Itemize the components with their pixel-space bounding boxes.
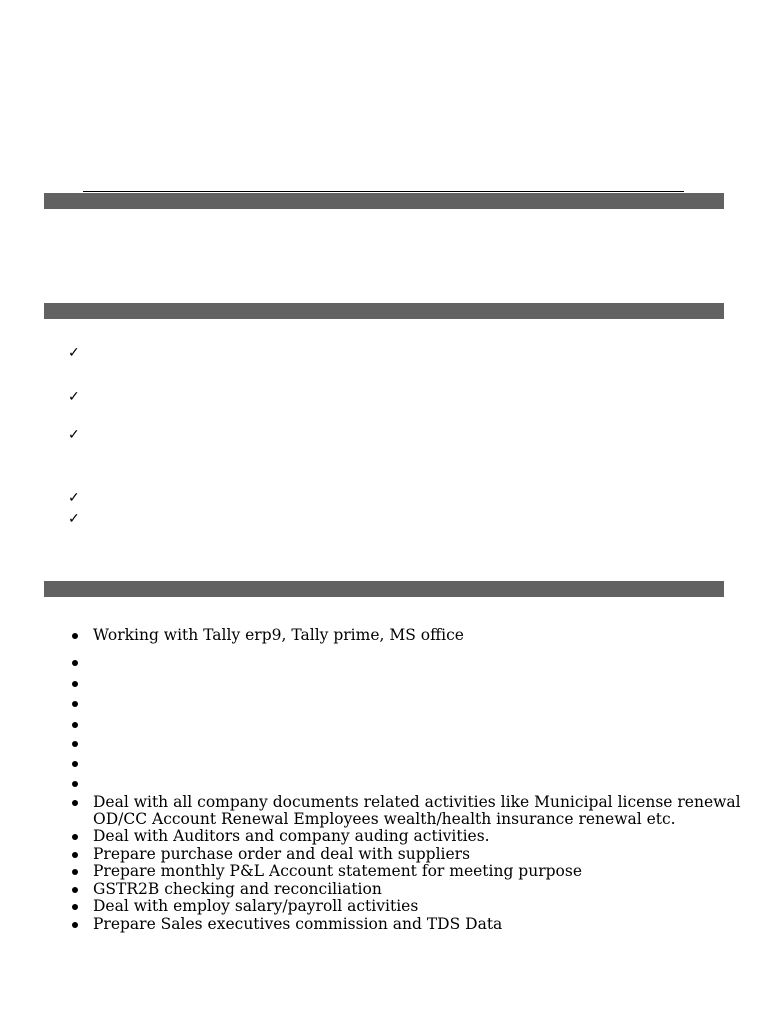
skill-item-text: Working with Tally erp9, Tally prime, MS office: [93, 626, 464, 644]
bullet-icon: [72, 660, 78, 666]
responsibility-item-text: Deal with employ salary/payroll activities: [93, 897, 419, 915]
bullet-icon: [72, 781, 78, 787]
responsibility-item-text: Prepare Sales executives commission and TDS Data: [93, 915, 503, 933]
bullet-icon: [72, 800, 78, 806]
checkmark-icon: ✓: [68, 490, 80, 506]
bullet-icon: [72, 741, 78, 747]
bullet-icon: [72, 922, 78, 928]
checkmark-icon: ✓: [68, 427, 80, 443]
bullet-icon: [72, 869, 78, 875]
bullet-icon: [72, 887, 78, 893]
checkmark-icon: ✓: [68, 511, 80, 527]
bullet-icon: [72, 681, 78, 687]
bullet-icon: [72, 834, 78, 840]
bullet-icon: [72, 852, 78, 858]
responsibility-item-text: Prepare purchase order and deal with suppliers: [93, 845, 471, 863]
bullet-icon: [72, 904, 78, 910]
bullet-icon: [72, 701, 78, 707]
bullet-icon: [72, 761, 78, 767]
responsibility-item-text: GSTR2B checking and reconciliation: [93, 880, 382, 898]
section-header-bar-3: [44, 581, 724, 597]
checkmark-icon: ✓: [68, 345, 80, 361]
responsibility-item-text: Prepare monthly P&L Account statement for meeting purpose: [93, 862, 582, 880]
header-divider: [83, 191, 684, 192]
bullet-icon: [72, 633, 78, 639]
bullet-icon: [72, 722, 78, 728]
responsibility-item-text: Deal with Auditors and company auding activities.: [93, 827, 490, 845]
checkmark-icon: ✓: [68, 389, 80, 405]
section-header-bar-1: [44, 193, 724, 209]
responsibility-item-text-continued: OD/CC Account Renewal Employees wealth/health insurance renewal etc.: [93, 810, 676, 828]
responsibility-item-text: Deal with all company documents related activities like Municipal license renewal: [93, 793, 741, 811]
section-header-bar-2: [44, 303, 724, 319]
